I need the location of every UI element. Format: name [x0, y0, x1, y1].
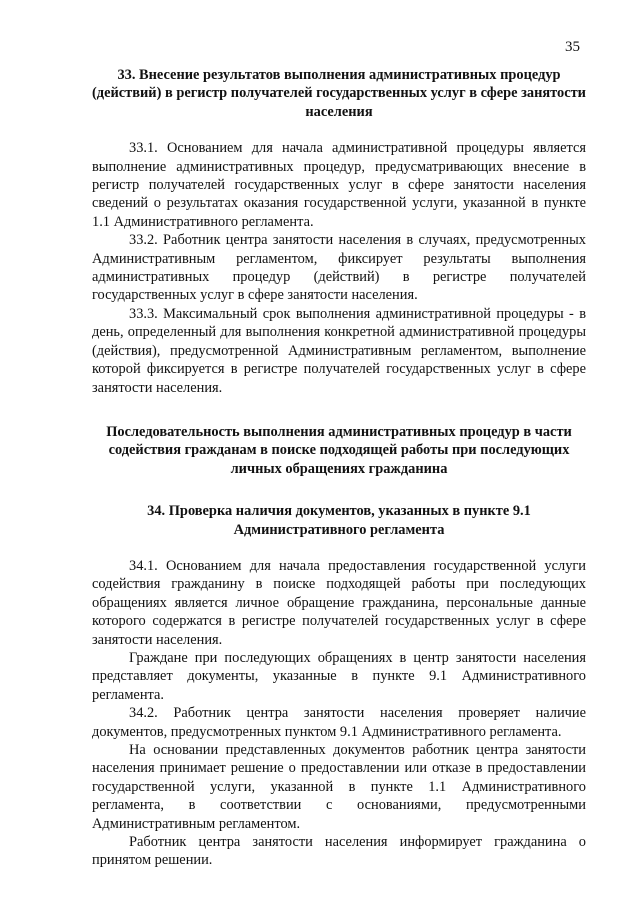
paragraph-34-2-decision: На основании представленных документов работник центра занятости населения принимает решение о предоставлении или отказе в предоставлении государственной услуги, указанной в пункте 1.1 Административного регламента, в соответствии с основаниями, предусмотренными Административным регламентом. [92, 742, 586, 832]
section-33-heading: 33. Внесение результатов выполнения административных процедур (действий) в регистр получателей государственных услуг в сфере занятости населения [92, 67, 586, 120]
section-34-heading: 34. Проверка наличия документов, указанных в пункте 9.1 Административного регламента [147, 503, 531, 538]
paragraph-33-2: 33.2. Работник центра занятости населения в случаях, предусмотренных Административным регламентом, фиксирует результаты выполнения административных процедур (действий) в регистре получателей государственных услуг в сфере занятости населения. [92, 232, 586, 304]
paragraph-34-1: 34.1. Основанием для начала предоставления государственной услуги содействия гражданину в поиске подходящей работы при последующих обращениях является личное обращение гражданина, персональные данные которого содержатся в регистре получателей государственных услуг в сфере занятости населения. [92, 557, 586, 648]
document-content [92, 66, 586, 870]
page-number: 35 [565, 39, 580, 55]
paragraph-33-1: 33.1. Основанием для начала административной процедуры является выполнение административных процедур, предусматривающих внесение в регистр получателей государственных услуг в сфере занятости населения сведений о результатах оказания государственной услуги, указанной в пункте 1.1 Административного регламента. [92, 140, 586, 230]
paragraph-34-2: 34.2. Работник центра занятости населения проверяет наличие документов, предусмотренных пунктом 9.1 Административного регламента. [92, 705, 586, 740]
paragraph-34-2-inform: Работник центра занятости населения информирует гражданина о принятом решении. [92, 834, 586, 869]
paragraph-33-3: 33.3. Максимальный срок выполнения административной процедуры - в день, определенный для выполнения конкретной административной процедуры (действия), предусмотренной Административным регламентом, выполнение которой фиксируется в регистре получателей государственных услуг в сфере занятости населения. [92, 305, 586, 396]
sequence-heading: Последовательность выполнения административных процедур в части содействия гражданам в поиске подходящей работы при последующих личных обращениях гражданина [106, 423, 572, 477]
paragraph-34-1-citizens: Граждане при последующих обращениях в центр занятости населения представляет документы, указанные в пункте 9.1 Административного регламента. [92, 649, 586, 703]
